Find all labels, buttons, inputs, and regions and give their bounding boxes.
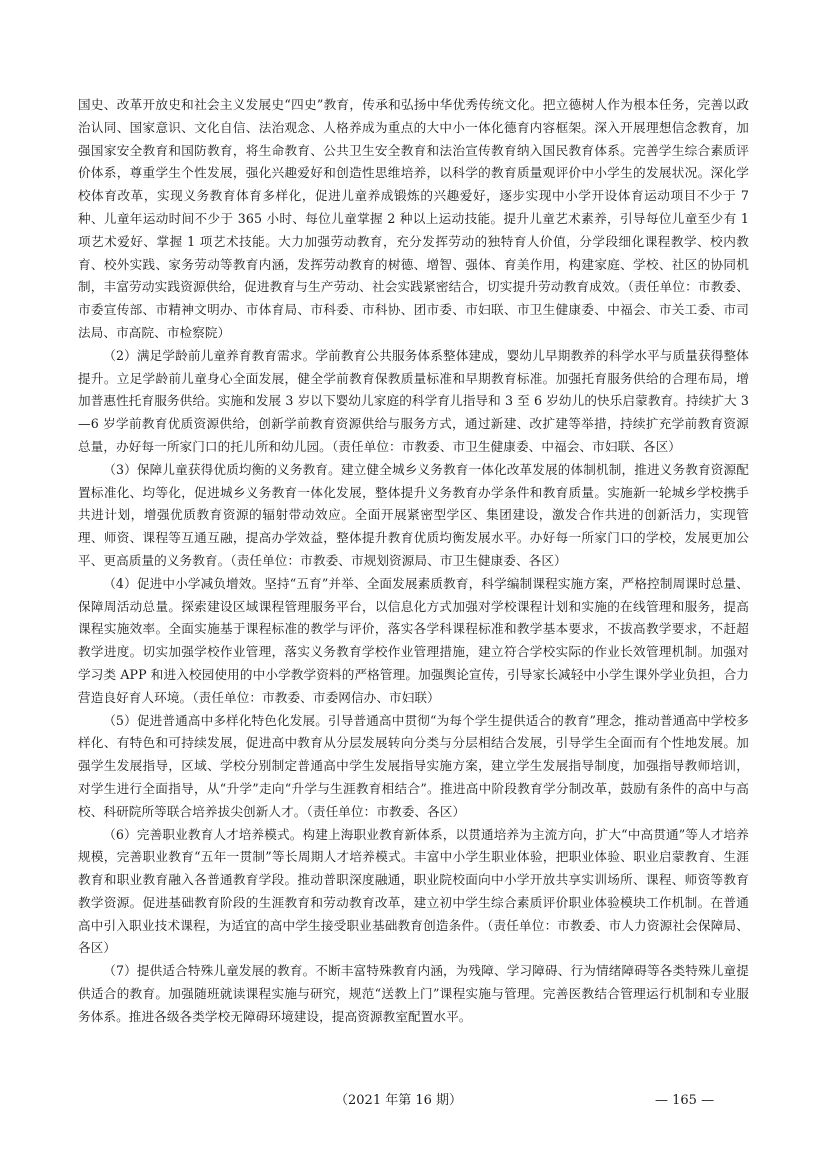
issue-label: （2021 年第 16 期） — [335, 1093, 463, 1108]
page-footer — [0, 1090, 827, 1112]
document-body — [78, 94, 749, 1029]
page-number: — 165 — — [655, 1093, 715, 1108]
paragraph-5: （5）促进普通高中多样化特色化发展。引导普通高中贯彻“为每个学生提供适合的教育”理念，推动普通高中学校多样化、有特色和可持续发展，促进高中教育从分层发展转向分类与分层相结合发展，引导学生全面而有个性地发展。加强学生发展指导，区域、学校分别制定普通高中学生发展指导实施方案，建立学生发展指导制度，加强指导教师培训，对学生进行全面指导，从“升学”走向“升学与生涯教育相结合”。推进高中阶段教育学分制改革，鼓励有条件的高中与高校、科研院所等联合培养拔尖创新人才。（责任单位：市教委、各区） — [78, 712, 749, 819]
paragraph-1: 国史、改革开放史和社会主义发展史“四史”教育，传承和弘扬中华优秀传统文化。把立德树人作为根本任务，完善以政治认同、国家意识、文化自信、法治观念、人格养成为重点的大中小一体化德育内容框架。深入开展理想信念教育，加强国家安全教育和国防教育，将生命教育、公共卫生安全教育和法治宣传教育纳入国民教育体系。完善学生综合素质评价体系，尊重学生个性发展，强化兴趣爱好和创造性思维培养，以科学的教育质量观评价中小学生的发展状况。深化学校体育改革，实现义务教育体育多样化，促进儿童养成锻炼的兴趣爱好，逐步实现中小学开设体育运动项目不少于 7 种、儿童年运动时间不少于 365 小时、每位儿童掌握 2 种以上运动技能。提升儿童艺术素养，引导每位儿童至少有 1 项艺术爱好、掌握 1 项艺术技能。大力加强劳动教育，充分发挥劳动的独特育人价值，分学段细化课程教学、校内教育、校外实践、家务劳动等教育内涵，发挥劳动教育的树德、增智、强体、育美作用，构建家庭、学校、社区的协同机制，丰富劳动实践资源供给，促进教育与生产劳动、社会实践紧密结合，切实提升劳动教育成效。（责任单位：市教委、市委宣传部、市精神文明办、市体育局、市科委、市科协、团市委、市妇联、市卫生健康委、中福会、市关工委、市司法局、市高院、市检察院） — [78, 97, 749, 340]
paragraph-7: （7）提供适合特殊儿童发展的教育。不断丰富特殊教育内涵，为残障、学习障碍、行为情绪障碍等各类特殊儿童提供适合的教育。加强随班就读课程实施与研究，规范“送教上门”课程实施与管理。完善医教结合管理运行机制和专业服务体系。推进各级各类学校无障碍环境建设，提高资源教室配置水平。 — [78, 963, 749, 1024]
paragraph-2: （2）满足学龄前儿童养育教育需求。学前教育公共服务体系整体建成，婴幼儿早期教养的科学水平与质量获得整体提升。立足学龄前儿童身心全面发展，健全学前教育保教质量标准和早期教育标准。加强托育服务供给的合理布局，增加普惠性托育服务供给。实施和发展 3 岁以下婴幼儿家庭的科学育儿指导和 3 至 6 岁幼儿的快乐启蒙教育。持续扩大 3—6 岁学前教育优质资源供给，创新学前教育资源供给与服务方式，通过新建、改扩建等举措，持续扩充学前教育资源总量，办好每一所家门口的托儿所和幼儿园。（责任单位：市教委、市卫生健康委、中福会、市妇联、各区） — [78, 347, 749, 454]
paragraph-3: （3）保障儿童获得优质均衡的义务教育。建立健全城乡义务教育一体化改革发展的体制机制，推进义务教育资源配置标准化、均等化，促进城乡义务教育一体化发展，整体提升义务教育办学条件和教育质量。实施新一轮城乡学校携手共进计划，增强优质教育资源的辐射带动效应。全面开展紧密型学区、集团建设，激发合作共进的创新活力，实现管理、师资、课程等互通互融，提高办学效益，整体提升教育优质均衡发展水平。办好每一所家门口的学校，发展更加公平、更高质量的义务教育。（责任单位：市教委、市规划资源局、市卫生健康委、各区） — [78, 461, 749, 568]
paragraph-4: （4）促进中小学减负增效。坚持“五育”并举、全面发展素质教育，科学编制课程实施方案，严格控制周课时总量、保障周活动总量。探索建设区域课程管理服务平台，以信息化方式加强对学校课程计划和实施的在线管理和服务，提高课程实施效率。全面实施基于课程标准的教学与评价，落实各学科课程标准和教学基本要求，不拔高教学要求，不赶超教学进度。切实加强学校作业管理，落实义务教育学校作业管理措施，建立符合学校实际的作业长效管理机制。加强对学习类 APP 和进入校园使用的中小学教学资料的严格管理。加强舆论宣传，引导家长减轻中小学生课外学业负担，合力营造良好育人环境。（责任单位：市教委、市委网信办、市妇联） — [78, 575, 749, 705]
paragraph-6: （6）完善职业教育人才培养模式。构建上海职业教育新体系，以贯通培养为主流方向，扩大“中高贯通”等人才培养规模，完善职业教育“五年一贯制”等长周期人才培养模式。丰富中小学生职业体验，把职业体验、职业启蒙教育、生涯教育和职业教育融入各普通教育学段。推动普职深度融通，职业院校面向中小学开放共享实训场所、课程、师资等教育教学资源。促进基础教育阶段的生涯教育和劳动教育改革，建立初中学生综合素质评价职业体验模块工作机制。在普通高中引入职业技术课程，为适宜的高中学生接受职业基础教育创造条件。（责任单位：市教委、市人力资源社会保障局、各区） — [78, 826, 749, 956]
